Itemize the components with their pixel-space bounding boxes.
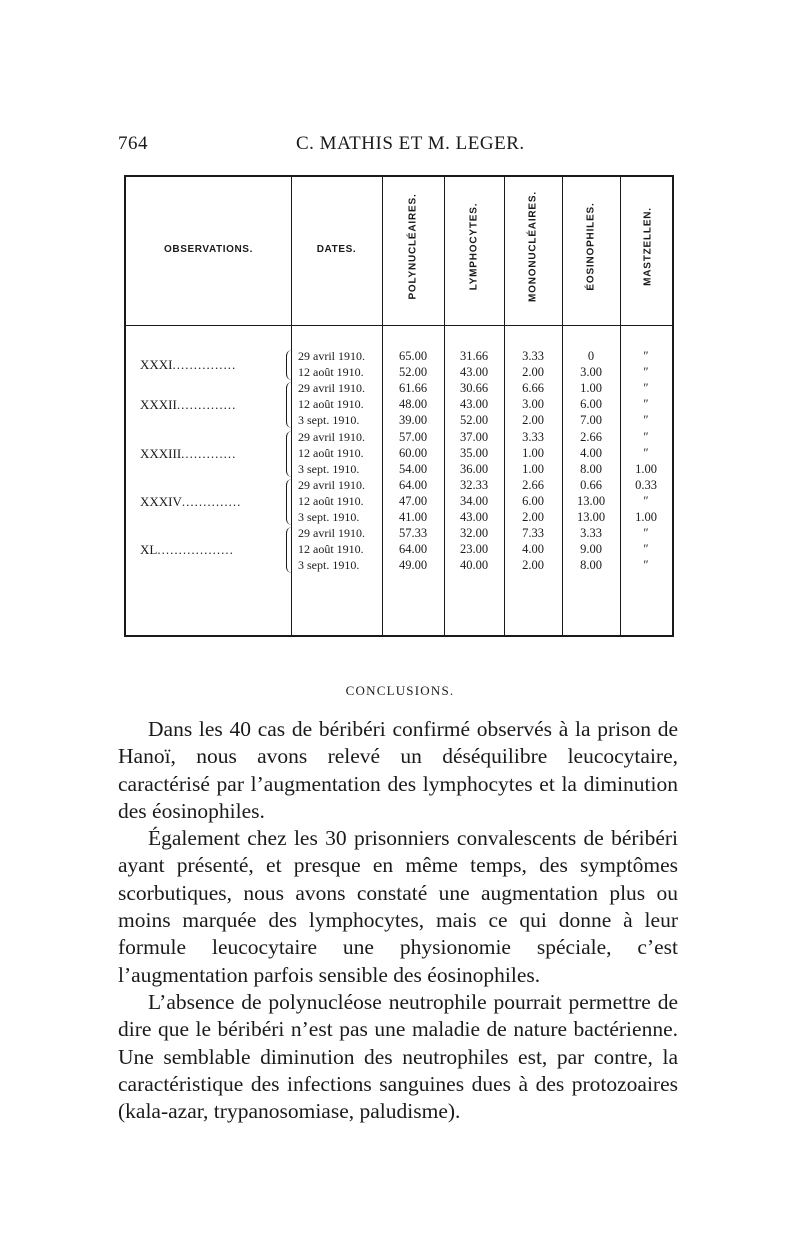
date-cell: 12 août 1910. [298, 365, 364, 380]
paragraph: L’absence de polynucléose neutrophile pourrait permettre de dire que le béribéri n’est pas une maladie de nature bactérienne. Une semblable diminution des neutrophiles est, par contre, la caractéristique des infections sanguines dues à des protozoaires (kala-azar, trypanosomiase, paludisme). [118, 989, 678, 1124]
mast-cell: ″ [643, 349, 649, 363]
mast-cell: ″ [643, 558, 649, 573]
mono-cell: 2.66 [522, 477, 544, 492]
lympho-cell: 37.00 [459, 429, 489, 444]
mono-cell: 2.00 [522, 365, 544, 380]
col-header-observations: OBSERVATIONS. [164, 244, 253, 255]
poly-cell: 64.00 [398, 542, 428, 557]
mono-cell: 1.00 [522, 445, 544, 460]
mast-cell: ″ [643, 365, 649, 380]
leader-dots: ............. [181, 445, 237, 461]
running-header [118, 133, 678, 159]
col-header-lymphocytes: LYMPHOCYTES. [468, 202, 480, 291]
eos-cell: 1.00 [580, 381, 602, 396]
date-cell: 29 avril 1910. [298, 477, 365, 492]
leader-dots: ............... [172, 357, 237, 373]
poly-cell: 48.00 [398, 397, 428, 412]
lympho-cell: 43.00 [459, 397, 489, 412]
group-brace [286, 382, 295, 428]
lympho-cell: 32.33 [459, 477, 489, 492]
date-cell: 3 sept. 1910. [298, 558, 360, 573]
observation-label [140, 397, 286, 413]
date-cell: 12 août 1910. [298, 493, 364, 508]
mono-cell: 3.00 [522, 397, 544, 412]
mast-cell: ″ [643, 429, 649, 444]
page-number: 764 [118, 133, 148, 154]
conclusions-body [118, 716, 678, 1125]
observation-label [140, 357, 286, 373]
date-cell: 29 avril 1910. [298, 526, 365, 541]
leader-dots: .............. [176, 397, 237, 413]
poly-cell: 65.00 [398, 349, 428, 363]
eos-cell: 6.00 [580, 397, 602, 412]
lympho-cell: 43.00 [459, 510, 489, 524]
col-header-mononucleaires: MONONUCLÉAIRES. [527, 191, 539, 302]
leader-dots: .............. [181, 493, 242, 509]
col-header-dates: DATES. [316, 244, 357, 255]
eos-cell: 13.00 [576, 493, 606, 508]
leukocyte-table [124, 175, 674, 637]
poly-cell: 57.33 [398, 526, 428, 541]
eos-cell: 7.00 [580, 413, 602, 428]
header-rule [126, 325, 672, 326]
running-title: C. MATHIS ET M. LEGER. [296, 133, 525, 154]
poly-cell: 41.00 [398, 510, 428, 524]
date-cell: 29 avril 1910. [298, 349, 365, 363]
col-header-eosinophiles: ÉOSINOPHILES. [585, 202, 597, 291]
paragraph: Également chez les 30 prisonniers convalescents de béribéri ayant présenté, et presque en même temps, des symptômes scorbutiques, nous avons constaté une augmentation plus ou moins marquée des lymphocytes, mais ce qui donne à leur formule leucocytaire une physionomie spéciale, c’est l’augmentation parfois sensible des éosinophiles. [118, 826, 678, 987]
date-cell: 3 sept. 1910. [298, 510, 360, 524]
date-cell: 29 avril 1910. [298, 381, 365, 396]
lympho-cell: 40.00 [459, 558, 489, 573]
observation-label [140, 542, 286, 558]
paragraph: Dans les 40 cas de béribéri confirmé observés à la prison de Hanoï, nous avons relevé un déséquilibre leucocytaire, caractérisé par l’augmentation des lymphocytes et la diminution des éosinophiles. [118, 717, 678, 823]
eos-cell: 4.00 [580, 445, 602, 460]
mono-cell: 3.33 [522, 349, 544, 363]
eos-cell: 8.00 [580, 558, 602, 573]
eos-cell: 2.66 [580, 429, 602, 444]
mast-cell: ″ [643, 542, 649, 557]
leader-dots: .................. [157, 542, 234, 558]
mast-cell: ″ [643, 445, 649, 460]
mast-cell: ″ [643, 397, 649, 412]
lympho-cell: 35.00 [459, 445, 489, 460]
group-brace [286, 479, 295, 525]
observation-number: XXXIII [140, 445, 182, 461]
lympho-cell: 52.00 [459, 413, 489, 428]
eos-cell: 3.33 [580, 526, 602, 541]
eos-cell: 13.00 [576, 510, 606, 524]
lympho-cell: 43.00 [459, 365, 489, 380]
observation-number: XL [140, 542, 158, 558]
observation-number: XXXII [140, 397, 177, 413]
poly-cell: 57.00 [398, 429, 428, 444]
eos-cell: 0.66 [580, 477, 602, 492]
mono-cell: 2.00 [522, 413, 544, 428]
poly-cell: 39.00 [398, 413, 428, 428]
mono-cell: 6.66 [522, 381, 544, 396]
group-brace [286, 350, 295, 380]
eos-cell: 0 [587, 349, 595, 363]
date-cell: 12 août 1910. [298, 445, 364, 460]
poly-cell: 52.00 [398, 365, 428, 380]
mono-cell: 2.00 [522, 510, 544, 524]
conclusions-title: CONCLUSIONS. [345, 683, 455, 698]
poly-cell: 60.00 [398, 445, 428, 460]
mast-cell: 0.33 [635, 477, 657, 492]
mono-cell: 1.00 [522, 461, 544, 476]
poly-cell: 47.00 [398, 493, 428, 508]
poly-cell: 54.00 [398, 461, 428, 476]
poly-cell: 61.66 [398, 381, 428, 396]
lympho-cell: 30.66 [459, 381, 489, 396]
observation-number: XXXIV [140, 493, 182, 509]
eos-cell: 9.00 [580, 542, 602, 557]
date-cell: 3 sept. 1910. [298, 413, 360, 428]
mast-cell: ″ [643, 413, 649, 428]
date-cell: 3 sept. 1910. [298, 461, 360, 476]
eos-cell: 3.00 [580, 365, 602, 380]
poly-cell: 64.00 [398, 477, 428, 492]
lympho-cell: 31.66 [459, 349, 489, 363]
poly-cell: 49.00 [398, 558, 428, 573]
mast-cell: 1.00 [635, 510, 657, 524]
mast-cell: ″ [643, 493, 649, 508]
observation-number: XXXI [140, 357, 173, 373]
lympho-cell: 32.00 [459, 526, 489, 541]
mono-cell: 6.00 [522, 493, 544, 508]
mono-cell: 3.33 [522, 429, 544, 444]
date-cell: 12 août 1910. [298, 397, 364, 412]
lympho-cell: 34.00 [459, 493, 489, 508]
date-cell: 29 avril 1910. [298, 429, 365, 444]
mono-cell: 7.33 [522, 526, 544, 541]
mono-cell: 2.00 [522, 558, 544, 573]
date-cell: 12 août 1910. [298, 542, 364, 557]
mast-cell: 1.00 [635, 461, 657, 476]
observation-label [140, 446, 286, 462]
group-brace [286, 527, 295, 573]
mast-cell: ″ [643, 526, 649, 541]
col-header-polynucleaires: POLYNUCLÉAIRES. [407, 193, 419, 300]
observation-label [140, 494, 286, 510]
eos-cell: 8.00 [580, 461, 602, 476]
lympho-cell: 23.00 [459, 542, 489, 557]
group-brace [286, 431, 295, 477]
lympho-cell: 36.00 [459, 461, 489, 476]
mono-cell: 4.00 [522, 542, 544, 557]
mast-cell: ″ [643, 381, 649, 396]
col-header-mastzellen: MASTZELLEN. [642, 207, 654, 286]
